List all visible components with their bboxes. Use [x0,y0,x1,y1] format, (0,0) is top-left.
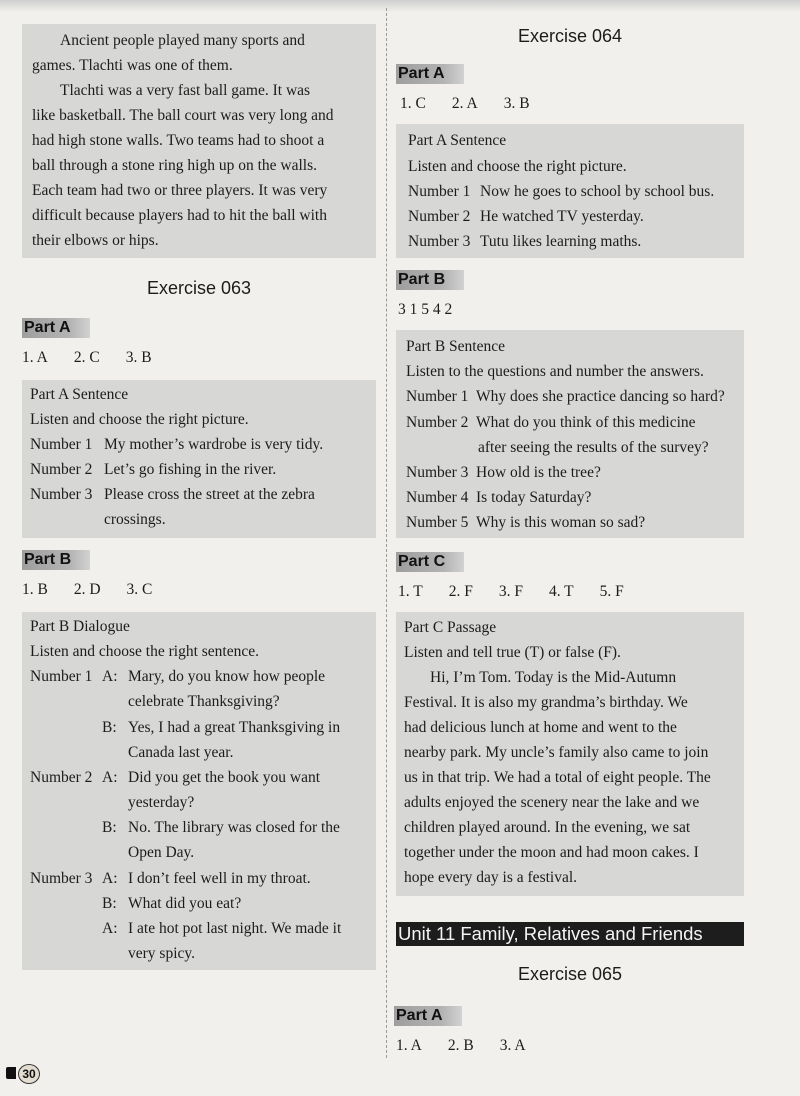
passage-line: adults enjoyed the scenery near the lake and we [404,794,700,811]
reading-line: like basketball. The ball court was very long and [32,107,334,124]
answer-item: 1. T [398,583,423,600]
part-a-label: Part A [22,318,90,338]
speaker-label: B: [102,819,117,836]
passage-line: us in that trip. We had a total of eight people. The [404,769,711,786]
part-a-label: Part A [396,64,464,84]
sentence-number: Number 3 [406,464,469,481]
sentence-text: What do you think of this medicine [476,414,696,431]
part-b-sentence-box [396,330,744,538]
sentence-text: Let’s go fishing in the river. [104,461,277,478]
sentence-number: Number 3 [408,233,471,250]
exercise-065-title: Exercise 065 [517,964,623,984]
instruction-text: Listen and choose the right picture. [408,158,627,175]
answer-item: 2. C [73,349,100,366]
part-a-sentence-box [22,380,376,538]
sentence-text-continued: crossings. [104,511,166,528]
part-a-sentence-box [396,124,744,258]
answer-item: 3. B [125,349,152,366]
sentence-text-continued: after seeing the results of the survey? [478,439,709,456]
speaker-label: A: [102,920,118,937]
reading-line: difficult because players had to hit the ball with [32,207,327,224]
reading-line: Each team had two or three players. It was very [32,182,328,199]
page-number: 30 [18,1064,40,1084]
passage-line: hope every day is a festival. [404,869,578,886]
section-heading: Part C Passage [404,619,497,636]
sentence-text: Why is this woman so sad? [476,514,646,531]
sentence-text: Is today Saturday? [476,489,592,506]
reading-line: their elbows or hips. [32,232,159,249]
dialogue-text: I don’t feel well in my throat. [128,870,311,887]
speaker-label: B: [102,719,117,736]
passage-line: together under the moon and had moon cakes. I [404,844,699,861]
sentence-number: Number 3 [30,486,93,503]
column-divider [386,8,387,1058]
section-heading: Part B Dialogue [30,618,130,635]
part-b-label: Part B [22,550,90,570]
answer-item: 3. B [503,95,530,112]
answer-item: 1. A [22,349,48,366]
sentence-text: Why does she practice dancing so hard? [476,388,725,405]
dialogue-text: Open Day. [128,844,195,861]
part-a-answers [22,348,178,368]
part-a-answers [396,1036,552,1056]
part-c-answers [398,582,650,602]
section-heading: Part A Sentence [30,386,129,403]
sentence-number: Number 2 [408,208,471,225]
instruction-text: Listen to the questions and number the answers. [406,363,704,380]
sentence-text: How old is the tree? [476,464,601,481]
dialogue-number: Number 3 [30,870,93,887]
part-a-answers [400,94,556,114]
exercise-063-title: Exercise 063 [146,278,252,298]
dialogue-text: Did you get the book you want [128,769,321,786]
unit-banner: Unit 11 Family, Relatives and Friends [396,922,744,946]
sentence-number: Number 1 [406,388,469,405]
dialogue-number: Number 1 [30,668,93,685]
answer-item: 1. A [396,1037,422,1054]
dialogue-text: No. The library was closed for the [128,819,340,836]
instruction-text: Listen and tell true (T) or false (F). [404,644,621,661]
answer-item: 2. D [73,581,101,598]
passage-line: had delicious lunch at home and went to the [404,719,677,736]
dialogue-text: I ate hot pot last night. We made it [128,920,342,937]
sentence-number: Number 2 [406,414,469,431]
part-b-answers: 3 1 5 4 2 [398,301,453,318]
answer-item: 3. F [498,583,523,600]
instruction-text: Listen and choose the right sentence. [30,643,259,660]
answer-item: 4. T [548,583,574,600]
dialogue-number: Number 2 [30,769,93,786]
sentence-number: Number 2 [30,461,93,478]
part-b-answers [22,580,178,600]
answer-item: 1. C [400,95,426,112]
speaker-label: A: [102,668,118,685]
reading-line: ball through a stone ring high up on the walls. [32,157,317,174]
speaker-label: B: [102,895,117,912]
sentence-text: Tutu likes learning maths. [480,233,642,250]
section-heading: Part A Sentence [408,132,507,149]
answer-item: 2. F [448,583,473,600]
dialogue-text: very spicy. [128,945,196,962]
sentence-number: Number 1 [408,183,471,200]
dialogue-text: Yes, I had a great Thanksgiving in [128,719,341,736]
part-c-label: Part C [396,552,464,572]
part-c-passage-box [396,612,744,896]
answer-item: 1. B [22,581,48,598]
dialogue-text: celebrate Thanksgiving? [128,693,280,710]
part-b-label: Part B [396,270,464,290]
passage-line: nearby park. My uncle’s family also came to join [404,744,709,761]
dialogue-text: yesterday? [128,794,195,811]
sentence-text: Now he goes to school by school bus. [480,183,715,200]
exercise-064-title: Exercise 064 [517,26,623,46]
dialogue-text: What did you eat? [128,895,242,912]
passage-line: Hi, I’m Tom. Today is the Mid-Autumn [430,669,677,686]
reading-line: had high stone walls. Two teams had to shoot a [32,132,325,149]
answer-item: 3. A [499,1037,526,1054]
sentence-number: Number 4 [406,489,469,506]
passage-line: children played around. In the evening, we sat [404,819,691,836]
reading-passage-box [22,24,376,258]
part-a-label: Part A [394,1006,462,1026]
answer-item: 5. F [599,583,624,600]
sentence-number: Number 1 [30,436,93,453]
section-heading: Part B Sentence [406,338,506,355]
instruction-text: Listen and choose the right picture. [30,411,249,428]
reading-line: Ancient people played many sports and [60,32,305,49]
part-b-dialogue-box [22,612,376,970]
speaker-label: A: [102,870,118,887]
reading-line: Tlachti was a very fast ball game. It was [60,82,311,99]
answer-item: 2. A [451,95,478,112]
dialogue-text: Mary, do you know how people [128,668,326,685]
dialogue-text: Canada last year. [128,744,234,761]
reading-line: games. Tlachti was one of them. [32,57,233,74]
passage-line: Festival. It is also my grandma’s birthday. We [404,694,688,711]
sentence-number: Number 5 [406,514,469,531]
page-top-edge [0,0,800,12]
sentence-text: My mother’s wardrobe is very tidy. [104,436,324,453]
sentence-text: He watched TV yesterday. [480,208,644,225]
speaker-label: A: [102,769,118,786]
page-number-badge [6,1062,40,1084]
answer-item: 3. C [126,581,153,598]
answer-item: 2. B [447,1037,474,1054]
sentence-text: Please cross the street at the zebra [104,486,315,503]
